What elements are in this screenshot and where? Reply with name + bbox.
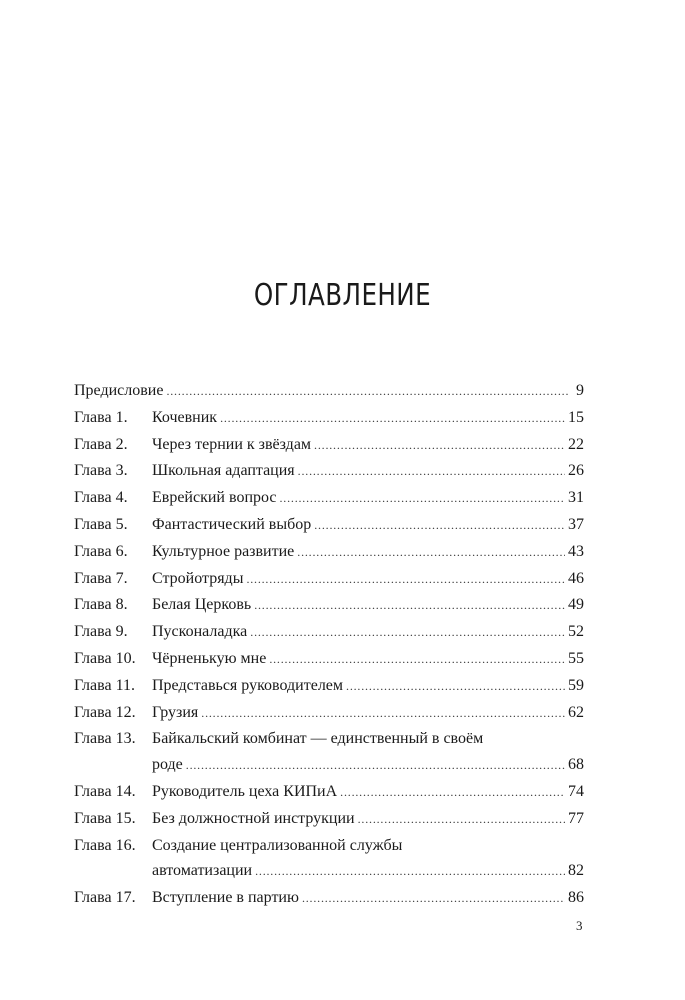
toc-entry-chapter[interactable] (74, 700, 584, 727)
toc-entry-body (74, 378, 584, 405)
chapter-list (74, 405, 584, 912)
toc-entry-chapter[interactable] (74, 539, 584, 566)
chapter-title: Грузия (152, 703, 199, 721)
toc-entry-chapter[interactable] (74, 485, 584, 512)
toc-entry-page: 9 (576, 382, 584, 399)
toc-line (152, 752, 584, 779)
chapter-title: Белая Церковь (152, 596, 252, 614)
chapter-page: 26 (568, 462, 584, 480)
dot-leader (254, 593, 565, 619)
chapter-number: Глава 2. (74, 435, 128, 453)
chapter-title: Представься руководителем (152, 676, 344, 694)
toc-entry-body (152, 458, 584, 485)
dot-leader (314, 513, 565, 539)
toc-line (152, 539, 584, 566)
toc-line (152, 833, 584, 859)
toc-entry-body (152, 700, 584, 727)
page-number: 3 (576, 918, 583, 933)
toc-entry-chapter[interactable] (74, 833, 584, 886)
toc-line (152, 726, 584, 752)
chapter-title: Без должностной инструкции (152, 809, 355, 827)
chapter-page: 43 (568, 542, 584, 560)
chapter-title: Стройотряды (152, 569, 244, 587)
chapter-title: Чёрненькую мне (152, 649, 267, 667)
chapter-page: 77 (568, 809, 584, 827)
chapter-number: Глава 4. (74, 489, 128, 507)
toc-entry-body (152, 619, 584, 646)
dot-leader (302, 886, 565, 912)
toc-entry-chapter[interactable] (74, 885, 584, 912)
chapter-title: роде (152, 756, 183, 774)
chapter-title: Руководитель цеха КИПиА (152, 782, 338, 800)
dot-leader (298, 459, 565, 485)
toc-entry-body (152, 726, 584, 779)
chapter-page: 46 (568, 569, 584, 587)
dot-leader (246, 567, 565, 593)
toc-line (152, 806, 584, 833)
toc-line (152, 673, 584, 700)
dot-leader (250, 620, 565, 646)
toc-line (152, 779, 584, 806)
toc-entry-body (152, 566, 584, 593)
toc-line (152, 858, 584, 885)
toc-entry-body (152, 885, 584, 912)
toc-entry-body (152, 779, 584, 806)
chapter-page: 22 (568, 435, 584, 453)
chapter-number: Глава 9. (74, 623, 128, 641)
chapter-page: 86 (568, 889, 584, 907)
toc-entry-body (152, 646, 584, 673)
toc-line (152, 700, 584, 727)
toc-line (152, 512, 584, 539)
dot-leader (297, 540, 565, 566)
dot-leader (340, 780, 565, 806)
dot-leader (280, 486, 566, 512)
chapter-number: Глава 16. (74, 836, 136, 854)
toc-entry-chapter[interactable] (74, 673, 584, 700)
chapter-page: 52 (568, 623, 584, 641)
chapter-title: Создание централизованной службы (152, 836, 403, 854)
chapter-title: Байкальский комбинат — единственный в своём (152, 730, 484, 748)
toc-entry-chapter[interactable] (74, 646, 584, 673)
toc-entry-chapter[interactable] (74, 779, 584, 806)
chapter-title: Вступление в партию (152, 889, 299, 907)
toc-entry-title: Предисловие (74, 382, 164, 399)
dot-leader (166, 379, 569, 405)
toc-entry-chapter[interactable] (74, 432, 584, 459)
toc-entry-chapter[interactable] (74, 806, 584, 833)
toc-entry-chapter[interactable] (74, 566, 584, 593)
toc-line (152, 458, 584, 485)
toc-entry-body (152, 485, 584, 512)
dot-leader (346, 674, 565, 700)
chapter-number: Глава 8. (74, 596, 128, 614)
toc-entry-preface[interactable] (74, 378, 584, 405)
chapter-page: 68 (568, 756, 584, 774)
chapter-page: 62 (568, 703, 584, 721)
chapter-title: Культурное развитие (152, 542, 295, 560)
toc-entry-body (152, 833, 584, 886)
chapter-page: 55 (568, 649, 584, 667)
chapter-number: Глава 15. (74, 809, 136, 827)
chapter-number: Глава 1. (74, 408, 128, 426)
toc-line (152, 619, 584, 646)
toc-line (152, 432, 584, 459)
chapter-title: Фантастический выбор (152, 515, 312, 533)
toc-entry-body (152, 539, 584, 566)
chapter-page: 74 (568, 782, 584, 800)
toc-entry-body (152, 673, 584, 700)
chapter-title: Еврейский вопрос (152, 489, 277, 507)
table-of-contents (74, 378, 584, 912)
toc-entry-body (152, 512, 584, 539)
chapter-page: 31 (568, 489, 584, 507)
chapter-page: 59 (568, 676, 584, 694)
toc-entry-body (152, 806, 584, 833)
toc-line (152, 485, 584, 512)
dot-leader (314, 433, 565, 459)
chapter-number: Глава 3. (74, 462, 128, 480)
chapter-number: Глава 11. (74, 676, 135, 694)
page-title: ОГЛАВЛЕНИЕ (253, 278, 432, 313)
dot-leader (220, 406, 565, 432)
toc-line (152, 646, 584, 673)
toc-entry-chapter[interactable] (74, 405, 584, 432)
chapter-number: Глава 17. (74, 889, 136, 907)
dot-leader (269, 647, 565, 673)
chapter-title: автоматизации (152, 862, 253, 880)
toc-entry-chapter[interactable] (74, 458, 584, 485)
chapter-title: Через тернии к звёздам (152, 435, 312, 453)
toc-line (152, 566, 584, 593)
chapter-title: Кочевник (152, 408, 218, 426)
toc-entry-chapter[interactable] (74, 512, 584, 539)
toc-line (152, 592, 584, 619)
chapter-number: Глава 10. (74, 649, 136, 667)
dot-leader (201, 701, 565, 727)
chapter-number: Глава 12. (74, 703, 136, 721)
chapter-number: Глава 5. (74, 515, 128, 533)
toc-line (152, 405, 584, 432)
chapter-page: 82 (568, 862, 584, 880)
chapter-number: Глава 6. (74, 542, 128, 560)
toc-entry-chapter[interactable] (74, 619, 584, 646)
toc-line (74, 378, 584, 405)
chapter-page: 49 (568, 596, 584, 614)
dot-leader (358, 807, 565, 833)
dot-leader (255, 859, 565, 885)
toc-entry-body (152, 592, 584, 619)
chapter-title: Школьная адаптация (152, 462, 295, 480)
dot-leader (186, 753, 565, 779)
toc-line (152, 885, 584, 912)
toc-entry-chapter[interactable] (74, 592, 584, 619)
chapter-title: Пусконаладка (152, 623, 248, 641)
toc-entry-body (152, 432, 584, 459)
chapter-page: 15 (568, 408, 584, 426)
toc-entry-body (152, 405, 584, 432)
chapter-number: Глава 14. (74, 782, 136, 800)
chapter-page: 37 (568, 515, 584, 533)
toc-entry-chapter[interactable] (74, 726, 584, 779)
chapter-number: Глава 13. (74, 730, 136, 748)
chapter-number: Глава 7. (74, 569, 128, 587)
